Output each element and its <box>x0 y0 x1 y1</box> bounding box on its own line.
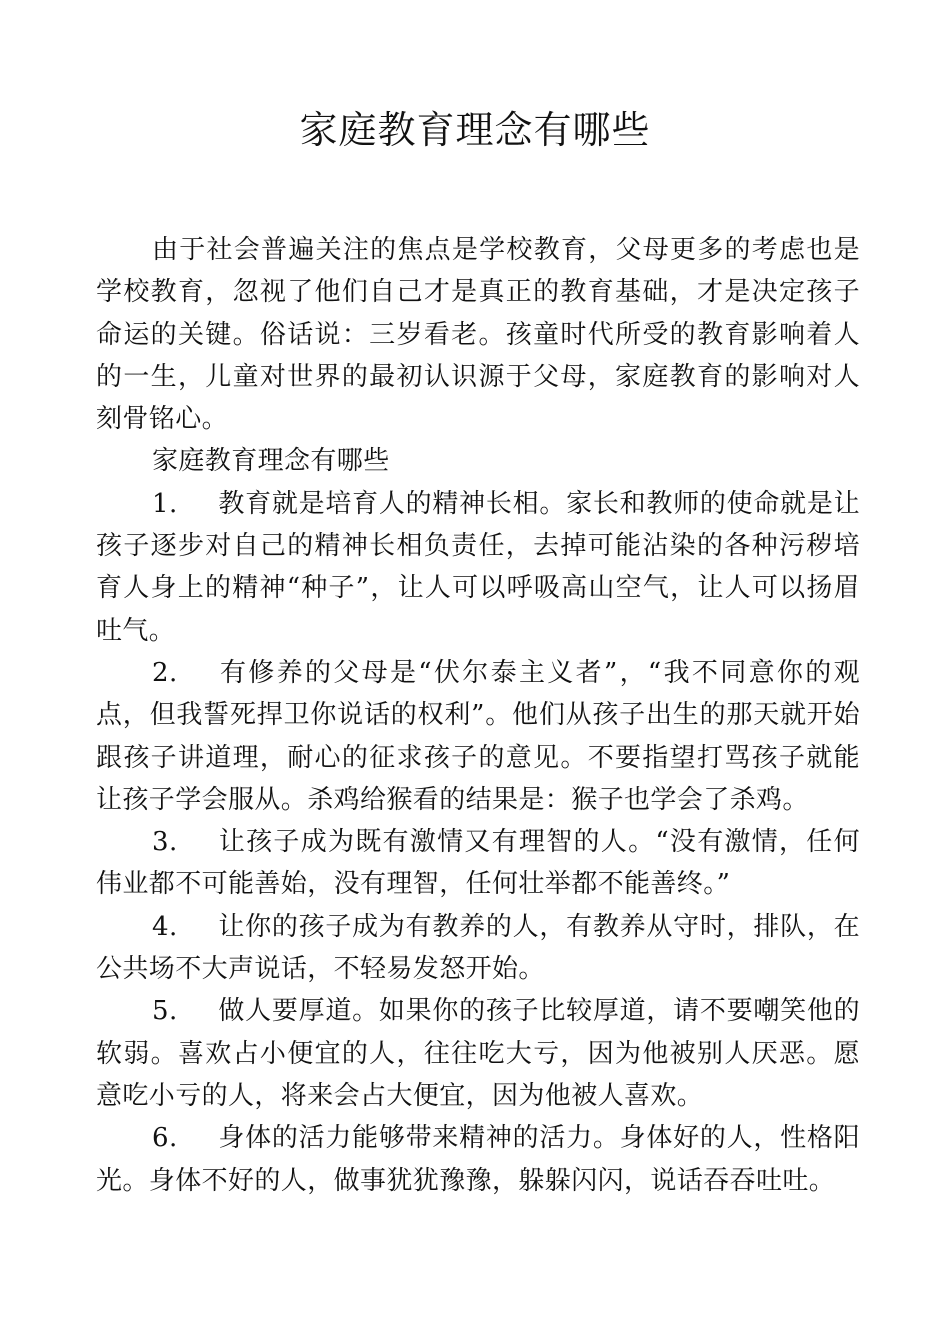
intro-paragraph: 由于社会普遍关注的焦点是学校教育，父母更多的考虑也是学校教育，忽视了他们自己才是真正的教育基础，才是决定孩子命运的关键。俗话说：三岁看老。孩童时代所受的教育影响着人的一生，儿童对世界的最初认识源于父母，家庭教育的影响对人刻骨铭心。 <box>96 235 860 435</box>
list-item <box>96 990 860 1117</box>
list-item-text: 教育就是培育人的精神长相。家长和教师的使命就是让孩子逐步对自己的精神长相负责任，去掉可能沾染的各种污秽培育人身上的精神“种子”，让人可以呼吸高山空气，让人可以扬眉吐气。 <box>96 488 860 646</box>
list-item-number: 5. <box>152 996 178 1027</box>
list-item <box>96 821 860 906</box>
list-item-number: 3. <box>152 827 178 858</box>
list-item-number: 6. <box>152 1123 178 1154</box>
list-item <box>96 483 860 652</box>
list-item-number: 4. <box>152 911 178 942</box>
list-item-text: 有修养的父母是“伏尔泰主义者”，“我不同意你的观点，但我誓死捍卫你说话的权利”。他们从孩子出生的那天就开始跟孩子讲道理，耐心的征求孩子的意见。不要指望打骂孩子就能让孩子学会服从。杀鸡给猴看的结果是：猴子也学会了杀鸡。 <box>96 657 860 815</box>
list-item-number: 2. <box>152 657 178 688</box>
list-item-text: 身体的活力能够带来精神的活力。身体好的人，性格阳光。身体不好的人，做事犹犹豫豫，躲躲闪闪，说话吞吞吐吐。 <box>96 1123 860 1196</box>
document-body <box>96 229 860 1202</box>
document-title: 家庭教育理念有哪些 <box>299 108 651 152</box>
list-item-number: 1. <box>152 488 178 519</box>
subheading: 家庭教育理念有哪些 <box>152 446 390 477</box>
list-item <box>96 906 860 991</box>
list-item-text: 让孩子成为既有激情又有理智的人。“没有激情，任何伟业都不可能善始，没有理智，任何壮举都不能善终。” <box>96 827 860 900</box>
list-item <box>96 1117 860 1202</box>
list-item <box>96 652 860 821</box>
list-item-text: 做人要厚道。如果你的孩子比较厚道，请不要嘲笑他的软弱。喜欢占小便宜的人，往往吃大亏，因为他被别人厌恶。愿意吃小亏的人，将来会占大便宜，因为他被人喜欢。 <box>96 996 860 1111</box>
list-item-text: 让你的孩子成为有教养的人，有教养从守时，排队，在公共场不大声说话，不轻易发怒开始。 <box>96 911 860 985</box>
